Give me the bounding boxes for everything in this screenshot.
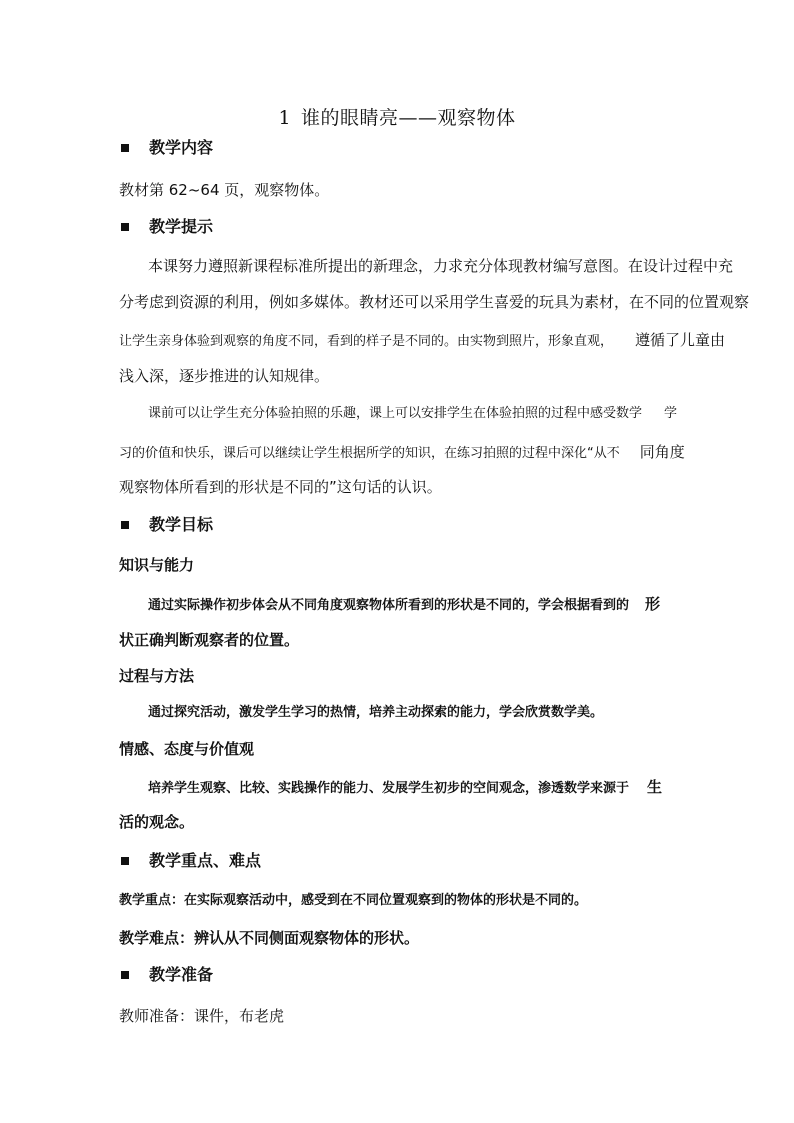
goals-knowledge-line1-a: 通过实际操作初步体会从不同角度观察物体所看到的形状是不同的，学会根据看到的	[148, 598, 630, 613]
hints-p2-line2-b: 同角度	[639, 443, 685, 461]
square-bullet-icon	[121, 144, 129, 152]
hints-p1-line3-a: 让学生亲身体验到观察的角度不同，看到的样子是不同的。由实物到照片，形象直观，	[119, 334, 614, 349]
goals-emotion-line1-a: 培养学生观察、比较、实践操作的能力、发展学生初步的空间观念，渗透数学来源于	[148, 781, 630, 796]
title-number: 1	[278, 107, 292, 129]
prep-text: 教师准备：课件，布老虎	[119, 1007, 285, 1025]
key-points-difficulty: 教学难点：辨认从不同侧面观察物体的形状。	[119, 929, 420, 947]
section-heading-label: 教学内容	[149, 138, 214, 157]
section-heading-hints	[121, 217, 213, 237]
hints-p1-line3-b: 遵循了儿童由	[635, 331, 726, 349]
section-heading-label: 教学提示	[149, 217, 214, 236]
goals-emotion-line2: 活的观念。	[119, 813, 195, 831]
square-bullet-icon	[121, 521, 129, 529]
goals-emotion-label: 情感、态度与价值观	[119, 740, 255, 758]
hints-p1-line2: 分考虑到资源的利用，例如多媒体。教材还可以采用学生喜爱的玩具为素材，在不同的位置观察	[119, 293, 750, 311]
section-heading-prep	[121, 965, 213, 985]
section-heading-label: 教学准备	[149, 965, 214, 984]
hints-p2-line1-b: 学	[664, 406, 678, 421]
goals-knowledge-label: 知识与能力	[119, 556, 195, 574]
hints-p1-line4: 浅入深，逐步推进的认知规律。	[119, 367, 330, 385]
section-heading-goals	[121, 515, 213, 535]
section-heading-key-points	[121, 851, 261, 871]
hints-p2-line2-a: 习的价值和快乐，课后可以继续让学生根据所学的知识，在练习拍照的过程中深化“从不	[119, 446, 620, 461]
square-bullet-icon	[121, 857, 129, 865]
hints-p2-line1	[148, 404, 677, 424]
goals-knowledge-line2: 状正确判断观察者的位置。	[119, 631, 300, 649]
goals-emotion-line1	[148, 777, 662, 799]
title-text: 谁的眼睛亮——观察物体	[301, 107, 516, 129]
section-heading-label: 教学重点、难点	[149, 851, 262, 870]
goals-knowledge-line1	[148, 594, 660, 616]
goals-knowledge-line1-b: 形	[645, 595, 661, 613]
hints-p1-line3	[119, 330, 725, 352]
key-points-focus: 教学重点：在实际观察活动中，感受到在不同位置观察到的物体的形状是不同的。	[119, 893, 588, 908]
goals-process-label: 过程与方法	[119, 667, 195, 685]
goals-process-line1: 通过探究活动，激发学生学习的热情，培养主动探索的能力，学会欣赏数学美。	[148, 705, 604, 720]
section-heading-label: 教学目标	[149, 515, 214, 534]
square-bullet-icon	[121, 223, 129, 231]
hints-p2-line3: 观察物体所看到的形状是不同的”这句话的认识。	[119, 478, 442, 496]
square-bullet-icon	[121, 971, 129, 979]
content-text: 教材第 62~64 页，观察物体。	[119, 181, 330, 199]
hints-p2-line1-a: 课前可以让学生充分体验拍照的乐趣，课上可以安排学生在体验拍照的过程中感受数学	[148, 406, 643, 421]
hints-p2-line2	[119, 442, 685, 464]
goals-emotion-line1-b: 生	[647, 778, 663, 796]
page-title	[0, 106, 794, 130]
hints-p1-line1: 本课努力遵照新课程标准所提出的新理念，力求充分体现教材编写意图。在设计过程中充	[148, 257, 734, 275]
section-heading-content	[121, 138, 213, 158]
